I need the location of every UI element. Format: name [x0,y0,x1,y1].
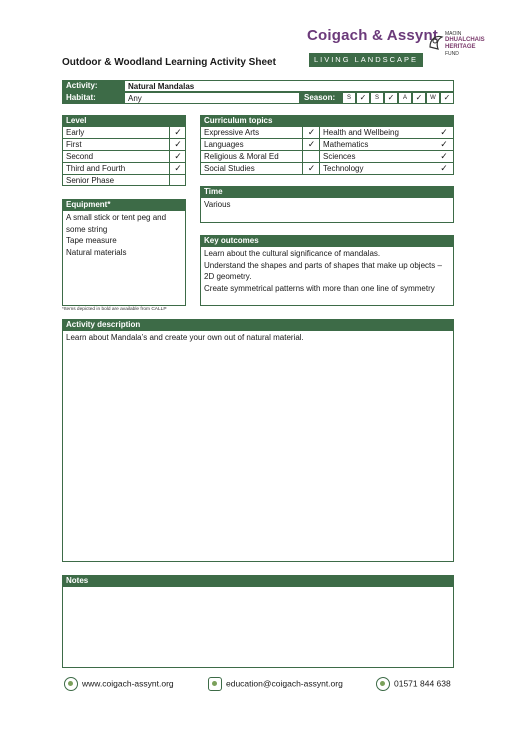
season-cell-autumn: A [398,92,412,104]
time-box [200,197,454,223]
curriculum-label: Mathematics [323,140,369,149]
equipment-box [62,210,186,306]
level-label: Third and Fourth [66,164,126,173]
level-row-second [63,151,185,163]
footer-website[interactable] [64,677,174,691]
equipment-note: *Items depicted in bold are available from CALLP [62,307,167,312]
curriculum-row [201,127,319,139]
level-header: Level [62,115,186,126]
activity-label: Activity: [66,81,98,90]
curriculum-row [319,139,453,151]
curriculum-row [319,127,453,139]
outcome-item: Create symmetrical patterns with more than one line of symmetry [204,283,435,293]
email-icon [208,677,222,691]
curriculum-mark: ✓ [440,151,448,161]
curriculum-row [201,163,319,174]
curriculum-label: Languages [204,140,244,149]
level-row-early [63,127,185,139]
description-text: Learn about Mandala’s and create your own out of natural material. [66,333,304,342]
outcomes-header: Key outcomes [200,235,454,246]
level-label: Early [66,128,85,137]
time-value: Various [204,200,231,209]
time-header: Time [200,186,454,197]
brand-tagline: LIVING LANDSCAPE [309,53,423,67]
season-cell-autumn-mark: ✓ [412,92,426,104]
season-cell-summer: S [370,92,384,104]
activity-value: Natural Mandalas [128,82,195,91]
level-label: First [66,140,82,149]
curriculum-header: Curriculum topics [200,115,454,126]
curriculum-mark: ✓ [440,127,448,137]
page-title: Outdoor & Woodland Learning Activity Sheet [62,57,276,68]
curriculum-mark: ✓ [440,163,448,173]
level-row-senior [63,175,185,186]
curriculum-label: Expressive Arts [204,128,260,137]
equipment-item: Tape measure [66,236,117,245]
outcome-item: Learn about the cultural significance of mandalas. [204,249,381,258]
brand-name: Coigach & Assynt [307,27,439,44]
heritage-fund-logo [428,31,492,67]
footer-phone[interactable] [376,677,451,691]
level-mark: ✓ [169,127,186,139]
level-row-third-fourth [63,163,185,175]
habitat-label: Habitat: [66,93,96,102]
season-cell-spring: S [342,92,356,104]
curriculum-label: Social Studies [204,164,255,173]
level-mark [169,175,186,186]
level-label: Second [66,152,94,161]
curriculum-row [319,163,454,174]
website-text: www.coigach-assynt.org [82,678,174,689]
footer-email[interactable] [208,677,343,691]
curriculum-label: Religious & Moral Ed [204,152,279,161]
curriculum-mark: ✓ [302,163,320,174]
curriculum-table [200,126,454,175]
outcomes-box [200,246,454,306]
curriculum-label: Sciences [323,152,356,161]
equipment-item: A small stick or tent peg and some string [66,213,167,234]
level-table [62,126,186,186]
habitat-value: Any [128,94,142,103]
habitat-value-cell [124,92,300,104]
season-cell-summer-mark: ✓ [384,92,398,104]
globe-icon [64,677,78,691]
curriculum-row [201,139,319,151]
level-mark: ✓ [169,139,186,151]
curriculum-label: Health and Wellbeing [323,128,399,137]
description-box [62,330,454,562]
equipment-item: Natural materials [66,247,127,257]
curriculum-label: Technology [323,164,364,173]
phone-text: 01571 844 638 [394,678,451,689]
curriculum-row [201,151,319,163]
curriculum-mark [302,151,320,163]
email-text: education@coigach-assynt.org [226,678,343,689]
curriculum-mark: ✓ [302,127,320,139]
equipment-header: Equipment* [62,199,186,210]
fund-line-2: DHUALCHAIS [445,37,485,43]
level-row-first [63,139,185,151]
fund-line-3: HERITAGE [445,44,476,50]
heritage-fund-icon [428,33,444,53]
level-mark: ✓ [169,151,186,163]
season-label: Season: [304,93,336,102]
phone-icon [376,677,390,691]
curriculum-mark: ✓ [440,139,448,149]
curriculum-row [319,151,453,163]
season-cell-winter-mark: ✓ [440,92,454,104]
fund-line-4: FUND [445,51,459,57]
fund-line-1: MAOIN [445,31,462,37]
notes-box [62,586,454,668]
level-mark: ✓ [169,163,186,175]
curriculum-mark: ✓ [302,139,320,151]
activity-value-cell [124,80,454,92]
season-cell-spring-mark: ✓ [356,92,370,104]
season-cells [342,92,454,104]
outcome-item: Understand the shapes and parts of shapes that make up objects – 2D geometry. [204,260,442,281]
notes-header: Notes [62,575,454,586]
season-cell-winter: W [426,92,440,104]
level-label: Senior Phase [66,176,115,185]
description-header: Activity description [62,319,454,330]
